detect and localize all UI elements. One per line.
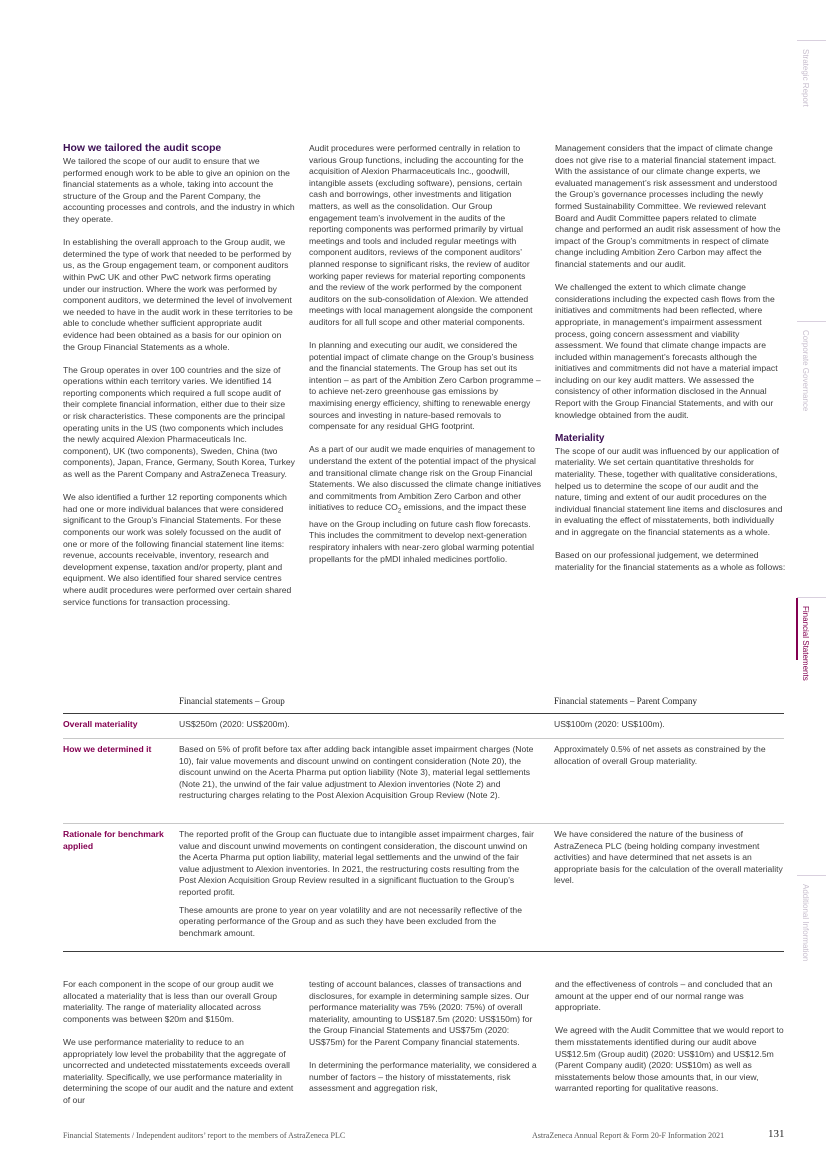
row-label: Rationale for benchmark applied <box>63 829 164 851</box>
materiality-table <box>63 690 784 952</box>
page-number: 131 <box>768 1128 785 1140</box>
subscript: 2 <box>397 509 402 516</box>
column-3 <box>555 143 787 573</box>
paragraph: Management considers that the impact of climate change does not give rise to a material financial statement impact. With the assistance of our climate change experts, we evaluated management’s risk assessment and understood the Group’s governance processes including the newly formed Sustainability Committee. We reviewed relevant Board and Audit Committee papers related to climate change and performed an audit risk assessment of how the impact of the Group’s commitments in respect of climate change including Ambition Zero Carbon may affect the financial statements and our audit. <box>555 143 781 269</box>
cell-parent <box>554 744 784 773</box>
cell-text: US$100m (2020: US$100m). <box>554 719 665 729</box>
text-run: As a part of our audit we made enquiries of management to understand the extent of the potential impact of the physical and transitional climate change risk on the Group Financial Statements. We also discussed the climate change initiatives and commitments from Ambition Zero Carbon and other initiatives to reduce CO <box>309 444 541 513</box>
paragraph: We agreed with the Audit Committee that we would report to them misstatements identified during our audit above US$12.5m (Group audit) (2020: US$10m) and US$12.5m (Parent Company audit) (2020: US$10m) as well as misstatements below those amounts that, in our view, warranted reporting for qualitative reasons. <box>555 1025 784 1094</box>
paragraph: We also identified a further 12 reporting components which had one or more individual balances that were considered significant to the Group’s Financial Statements. For these components our work was solely focussed on the audit of one or more of the following financial statement line items: revenue, accounts receivable, inventory, research and development expense, taxation and/or property, plant and equipment. We also identified four shared service centres where audit procedures were performed over certain shared service functions for transaction processing. <box>63 492 292 607</box>
paragraph: and the effectiveness of controls – and concluded that an amount at the upper end of our normal range was appropriate. <box>555 979 773 1013</box>
cell-text: The reported profit of the Group can fluctuate due to intangible asset impairment charges, fair value and discount unwind movements on contingent consideration, the discount unwind on the Acerta Pharma put option liability, material legal settlements and the unwind of the fair value adjustment to Alexion inventories. In 2021, the restructuring costs resulting from the Post Alexion Acquisition Group Review resulted in a significant fluctuation to the Group’s reported profit. <box>179 829 534 897</box>
side-tab-label: Financial Statements <box>801 606 810 681</box>
bottom-column-1 <box>63 979 295 1107</box>
cell-group <box>179 719 537 737</box>
paragraph: We tailored the scope of our audit to ensure that we performed enough work to be able to give an opinion on the financial statements as a whole, taking into account the structure of the Group and the Parent Company, the accounting processes and controls, and the industry in which they operate. <box>63 156 295 224</box>
table-row <box>63 739 784 824</box>
side-tab-label: Additional Information <box>801 884 810 962</box>
paragraph-climate <box>309 444 541 565</box>
cell-text: These amounts are prone to year on year volatility and are not necessarily reflective of the operating performance of the Group and as such they have been excluded from the benchmark amount. <box>179 904 522 938</box>
footer-publication: AstraZeneca Annual Report & Form 20-F Information 2021 <box>532 1131 725 1140</box>
paragraph: We challenged the extent to which climate change considerations including the expected cash flows from the initiatives and commitments had been reflected, where appropriate, in management’s impairment assessment process, going concern assessment and viability assessment. We found that climate change impacts are included within management’s forecasts although the initiatives and commitments did not have a material impact including on our key audit matters. We assessed the consistency of other information disclosed in the Annual Report with the Group Financial Statements, and with our knowledge obtained from the audit. <box>555 282 778 420</box>
paragraph: The Group operates in over 100 countries and the size of operations within each territory varies. We identified 14 reporting components which required a full scope audit of their complete financial information, either due to their size or risk characteristics. These components are the principal operating units in the US (two components which includes the newly acquired Alexion Pharmaceuticals Inc. component), UK (two components), Sweden, China (two components), Japan, France, Germany, South Korea, Turkey as well as the Parent Company and AstraZeneca Treasury. <box>63 364 295 480</box>
paragraph: Based on our professional judgement, we determined materiality for the financial statements as a whole as follows: <box>555 550 786 572</box>
side-tab-additional-information[interactable] <box>797 875 826 996</box>
column-1 <box>63 143 295 608</box>
paragraph: In planning and executing our audit, we considered the potential impact of climate change on the Group’s business and the financial statements. The Group has set out its intention – as part of the Ambition Zero Carbon programme – to achieve net-zero greenhouse gas emissions by maximising energy efficiency, shifting to renewable energy sources and investing in nature-based removals to compensate for any residual GHG footprint. <box>309 340 541 432</box>
cell-parent <box>554 829 784 893</box>
table-row <box>63 714 784 739</box>
table-header <box>63 690 784 714</box>
column-header-parent: Financial statements – Parent Company <box>554 696 697 706</box>
section-heading-audit-scope: How we tailored the audit scope <box>63 143 222 154</box>
paragraph: Audit procedures were performed centrally in relation to various Group functions, including the accounting for the acquisition of Alexion Pharmaceuticals Inc., goodwill, intangible assets (excluding software), pensions, certain cash and borrowings, other investments and litigation matters, as well as the consolidation. Our Group engagement team’s involvement in the audits of the reporting components was performed primarily by virtual meetings and tools and included regular meetings with component auditors, reviews of the component auditors’ planned response to significant risks, the review of auditor working paper reviews for material reporting components and the review of the work performed by the component auditors on the sub-consolidation of Alexion. We attended meetings with local management alongside the component auditors for all full scope and other material components. <box>309 143 533 327</box>
row-label: How we determined it <box>63 744 152 754</box>
bottom-column-2 <box>309 979 541 1095</box>
cell-group <box>179 829 537 945</box>
column-header-group: Financial statements – Group <box>179 696 285 706</box>
paragraph: testing of account balances, classes of transactions and disclosures, for example in determining sample sizes. Our performance materiality was 75% (2020: 75%) of overall materiality, amounting to US$187.5m (2020: US$150m) for the Group Financial Statements and US$75m (2020: US$75m) for the Parent Company financial statements. <box>309 979 533 1047</box>
cell-text: We have considered the nature of the business of AstraZeneca PLC (being holding company investment activities) and have determined that net assets is an appropriate basis for the calculation of the overall materiality level. <box>554 829 783 886</box>
table-row <box>63 824 784 952</box>
side-tab-corporate-governance[interactable] <box>797 321 826 442</box>
footer-breadcrumb: Financial Statements / Independent auditors’ report to the members of AstraZeneca PLC <box>63 1131 346 1140</box>
paragraph: In determining the performance materiality, we considered a number of factors – the history of misstatements, risk assessment and aggregation risk, <box>309 1060 537 1094</box>
paragraph: We use performance materiality to reduce to an appropriately low level the probability that the aggregate of uncorrected and undetected misstatements exceeds overall materiality. Specifically, we use performance materiality in determining the scope of our audit and the nature and extent of our <box>63 1036 294 1105</box>
side-tab-label: Strategic Report <box>801 49 810 107</box>
paragraph: In establishing the overall approach to the Group audit, we determined the type of work that needed to be performed by us, as the Group engagement team, or component auditors within PwC UK and other PwC network firms operating under our instruction. Where the work was performed by component auditors, we determined the level of involvement we needed to have in the audit work in these territories to be able to conclude whether sufficient appropriate audit evidence had been obtained as a basis for our opinion on the Group Financial Statements as a whole. <box>63 237 293 352</box>
cell-group <box>179 744 537 808</box>
side-tab-label: Corporate Governance <box>801 330 810 412</box>
cell-text: Approximately 0.5% of net assets as constrained by the allocation of overall Group materiality. <box>554 744 766 766</box>
section-heading-materiality: Materiality <box>555 432 605 444</box>
paragraph: For each component in the scope of our group audit we allocated a materiality that is less than our overall Group materiality. The range of materiality allocated across components was between $20m and $150m. <box>63 979 277 1024</box>
bottom-column-3 <box>555 979 787 1095</box>
paragraph: The scope of our audit was influenced by our application of materiality. We set certain quantitative thresholds for materiality. These, together with qualitative considerations, helped us to determine the scope of our audit and the nature, timing and extent of our audit procedures on the individual financial statement line items and disclosures and in evaluating the effect of misstatements, both individually and in aggregate on the financial statements as a whole. <box>555 445 783 537</box>
text-run: emissions, and the impact these have on the Group including on future cash flow forecasts. This includes the commitment to develop next-generation respiratory inhalers with near-zero global warming potential propellants for the pMDI inhaled medicines portfolio. <box>309 502 534 564</box>
cell-parent <box>554 719 784 737</box>
cell-text: US$250m (2020: US$200m). <box>179 719 290 729</box>
side-tab-strategic-report[interactable] <box>797 40 826 161</box>
row-label: Overall materiality <box>63 719 138 729</box>
column-2 <box>309 143 541 565</box>
cell-text: Based on 5% of profit before tax after adding back intangible asset impairment charges (Note 10), fair value movements and discount unwind on contingent consideration (Note 20), the discount unwind on the Acerta Pharma put option liability (Note 3), material legal settlements (Note 21), the unwind of the fair value adjustment to Alexion inventories (Note 2) and restructuring charges relating to the Post Alexion Acquisition Group Review (Note 2). <box>179 744 534 801</box>
side-tab-financial-statements[interactable] <box>797 597 826 718</box>
